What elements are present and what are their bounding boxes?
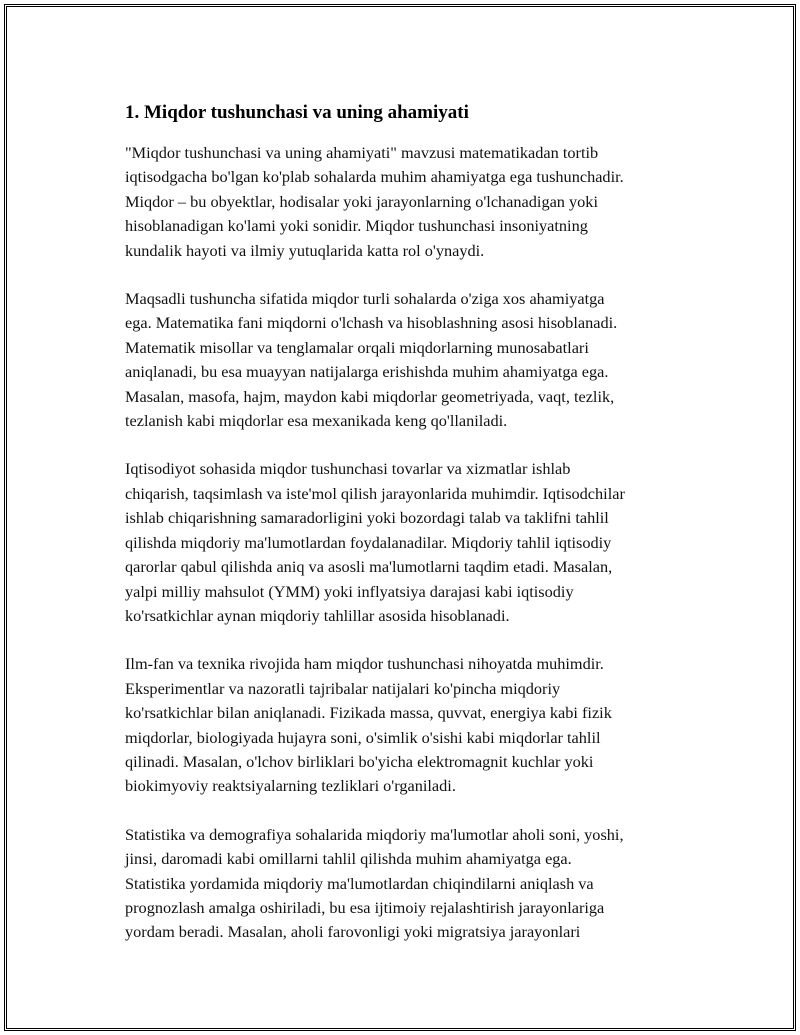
text-line: Masalan, masofa, hajm, maydon kabi miqdorlar geometriyada, vaqt, tezlik, — [125, 386, 615, 406]
text-line: kundalik hayoti va ilmiy yutuqlarida katta rol o'ynaydi. — [125, 240, 485, 260]
text-line: Maqsadli tushuncha sifatida miqdor turli sohalarda o'ziga xos ahamiyatga — [125, 289, 605, 309]
text-line: qarorlar qabul qilishda aniq va asosli ma'lumotlarni taqdim etadi. Masalan, — [125, 557, 613, 577]
text-line: Eksperimentlar va nazoratli tajribalar natijalari ko'pincha miqdoriy — [125, 678, 561, 698]
text-line: iqtisodgacha bo'lgan ko'plab sohalarda muhim ahamiyatga ega tushunchadir. — [125, 167, 624, 187]
text-line: Matematik misollar va tenglamalar orqali miqdorlarning munosabatlari — [125, 337, 589, 357]
paragraph-4 — [125, 652, 695, 798]
text-line: Statistika yordamida miqdoriy ma'lumotlardan chiqindilarni aniqlash va — [125, 873, 594, 893]
paragraph-3 — [125, 457, 695, 628]
text-line: prognozlash amalga oshiriladi, bu esa ijtimoiy rejalashtirish jarayonlariga — [125, 897, 605, 917]
text-line: jinsi, daromadi kabi omillarni tahlil qilishda muhim ahamiyatga ega. — [125, 849, 572, 869]
section-title: 1. Miqdor tushunchasi va uning ahamiyati — [125, 102, 469, 123]
text-line: Statistika va demografiya sohalarida miqdoriy ma'lumotlar aholi soni, yoshi, — [125, 824, 624, 844]
text-line: ko'rsatkichlar aynan miqdoriy tahlillar asosida hisoblanadi. — [125, 605, 510, 625]
text-line: Ilm-fan va texnika rivojida ham miqdor tushunchasi nihoyatda muhimdir. — [125, 654, 604, 674]
text-line: ko'rsatkichlar bilan aniqlanadi. Fizikada massa, quvvat, energiya kabi fizik — [125, 703, 612, 723]
text-line: Iqtisodiyot sohasida miqdor tushunchasi tovarlar va xizmatlar ishlab — [125, 459, 571, 479]
text-line: tezlanish kabi miqdorlar esa mexanikada keng qo'llaniladi. — [125, 411, 508, 431]
text-line: "Miqdor tushunchasi va uning ahamiyati" mavzusi matematikadan tortib — [125, 143, 599, 162]
page-frame — [4, 4, 796, 1031]
document-body — [125, 99, 695, 969]
text-line: biokimyoviy reaktsiyalarning tezliklari o'rganiladi. — [125, 776, 456, 796]
text-line: qilinadi. Masalan, o'lchov birliklari bo'yicha elektromagnit kuchlar yoki — [125, 751, 594, 771]
text-line: ishlab chiqarishning samaradorligini yoki bozordagi talab va taklifni tahlil — [125, 508, 609, 528]
paragraph-5 — [125, 823, 695, 945]
text-line: yordam beradi. Masalan, aholi farovonligi yoki migratsiya jarayonlari — [125, 922, 581, 942]
text-line: ega. Matematika fani miqdorni o'lchash va hisoblashning asosi hisoblanadi. — [125, 313, 618, 333]
paragraph-2 — [125, 287, 695, 433]
text-line: chiqarish, taqsimlash va iste'mol qilish jarayonlarida muhimdir. Iqtisodchilar — [125, 483, 625, 503]
text-line: qilishda miqdoriy ma'lumotlardan foydalanadilar. Miqdoriy tahlil iqtisodiy — [125, 532, 612, 552]
text-line: yalpi milliy mahsulot (YMM) yoki inflyatsiya darajasi kabi iqtisodiy — [125, 581, 574, 601]
text-line: aniqlanadi, bu esa muayyan natijalarga erishishda muhim ahamiyatga ega. — [125, 362, 609, 382]
text-line: Miqdor – bu obyektlar, hodisalar yoki jarayonlarning o'lchanadigan yoki — [125, 191, 598, 211]
paragraph-1 — [125, 141, 695, 263]
text-line: miqdorlar, biologiyada hujayra soni, o'simlik o'sishi kabi miqdorlar tahlil — [125, 727, 601, 747]
text-line: hisoblanadigan ko'lami yoki sonidir. Miqdor tushunchasi insoniyatning — [125, 216, 588, 236]
